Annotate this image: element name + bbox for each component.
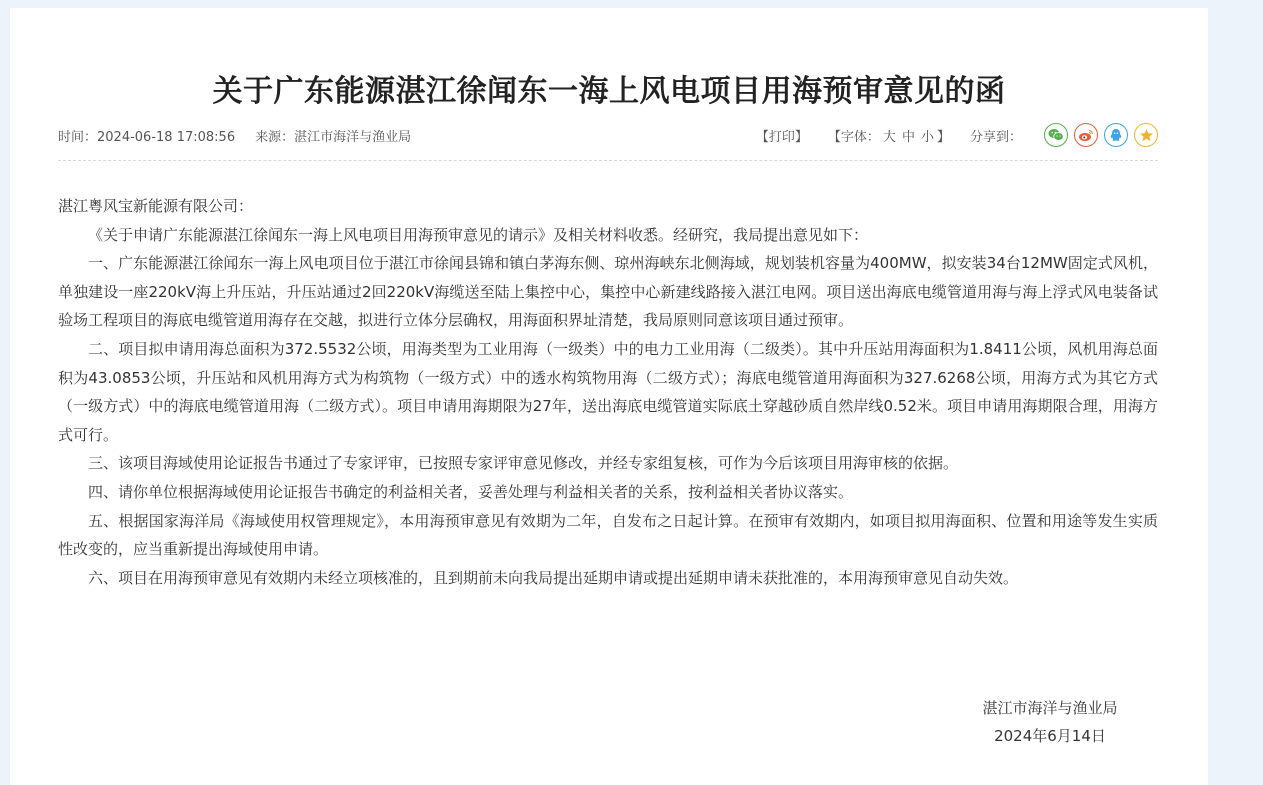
article-source (255, 126, 411, 145)
article-page (10, 8, 1208, 785)
weibo-icon (1078, 128, 1094, 142)
source-value: 湛江市海洋与渔业局 (294, 130, 412, 145)
font-size-small-button[interactable]: 小 (920, 129, 934, 145)
font-size-suffix: 】 (936, 129, 950, 145)
share-wechat-button[interactable] (1044, 123, 1068, 147)
article-title: 关于广东能源湛江徐闻东一海上风电项目用海预审意见的函 (212, 74, 1006, 110)
font-size-control (828, 126, 950, 145)
article-meta-bar (58, 120, 1158, 150)
article-tools (756, 120, 1158, 150)
share-favorite-button[interactable] (1134, 123, 1158, 147)
meta-divider (58, 160, 1158, 161)
body-paragraph: 一、广东能源湛江徐闻东一海上风电项目位于湛江市徐闻县锦和镇白茅海东侧、琼州海峡东北侧海域，规划装机容量为400MW，拟安装34台12MW固定式风机，单独建设一座220kV海上升压站，升压站通过2回220kV海缆送至陆上集控中心，集控中心新建线路接入湛江电网。项目送出海底电缆管道用海与海上浮式风电装备试验场工程项目的海底电缆管道用海存在交越，拟进行立体分层确权，用海面积界址清楚，我局原则同意该项目通过预审。 (58, 254, 1158, 330)
article-body (58, 192, 1158, 592)
share-weibo-button[interactable] (1074, 123, 1098, 147)
wechat-icon (1048, 128, 1064, 142)
share-label: 分享到： (969, 129, 1022, 145)
signature-date: 2024年6月14日 (994, 727, 1106, 745)
font-size-prefix: 【字体： (827, 129, 880, 145)
body-paragraph: 二、项目拟申请用海总面积为372.5532公顷，用海类型为工业用海（一级类）中的电力工业用海（二级类）。其中升压站用海面积为1.8411公顷，风机用海总面积为43.0853公顷，升压站和风机用海方式为构筑物（一级方式）中的透水构筑物用海（二级方式）；海底电缆管道用海面积为327.6268公顷，用海方式为其它方式（一级方式）中的海底电缆管道用海（二级方式）。项目申请用海期限为27年，送出海底电缆管道实际底土穿越砂质自然岸线0.52米。项目申请用海期限合理，用海方式可行。 (58, 339, 1158, 444)
print-button[interactable]: 【打印】 (755, 129, 808, 145)
publish-time (58, 126, 235, 145)
qq-icon (1109, 128, 1123, 143)
share-qq-button[interactable] (1104, 123, 1128, 147)
font-size-medium-button[interactable]: 中 (901, 129, 915, 145)
body-paragraph: 三、该项目海域使用论证报告书通过了专家评审，已按照专家评审意见修改，并经专家组复核，可作为今后该项目用海审核的依据。 (88, 454, 959, 473)
article-meta-info (58, 126, 411, 145)
source-label: 来源： (255, 130, 295, 145)
favorite-star-icon (1139, 128, 1154, 143)
body-paragraph: 四、请你单位根据海域使用论证报告书确定的利益相关者，妥善处理与利益相关者的关系，按利益相关者协议落实。 (88, 482, 854, 501)
body-paragraph: 五、根据国家海洋局《海域使用权管理规定》，本用海预审意见有效期为二年，自发布之日起计算。在预审有效期内，如项目拟用海面积、位置和用途等发生实质性改变的，应当重新提出海域使用申请。 (58, 511, 1158, 559)
body-paragraph: 六、项目在用海预审意见有效期内未经立项核准的，且到期前未向我局提出延期申请或提出延期申请未获批准的，本用海预审意见自动失效。 (88, 568, 1019, 587)
publish-time-value: 2024-06-18 17:08:56 (97, 130, 236, 145)
font-size-large-button[interactable]: 大 (882, 129, 896, 145)
signature-block (950, 694, 1150, 750)
addressee: 湛江粤风宝新能源有限公司： (58, 197, 254, 215)
publish-time-label: 时间： (58, 130, 98, 145)
signature-org: 湛江市海洋与渔业局 (982, 699, 1118, 717)
body-paragraph: 《关于申请广东能源湛江徐闻东一海上风电项目用海预审意见的请示》及相关材料收悉。经研究，我局提出意见如下： (88, 225, 869, 244)
